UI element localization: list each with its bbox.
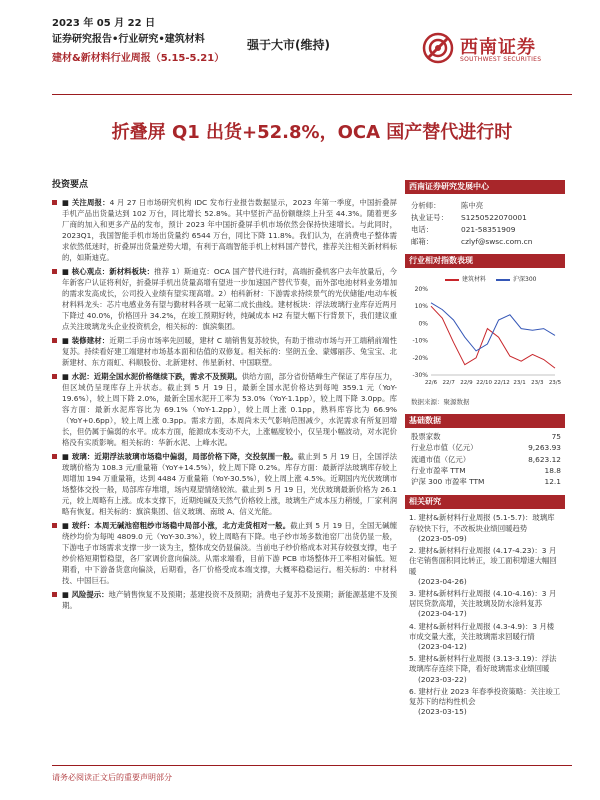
stat-label: 流通市值（亿元） <box>411 454 471 464</box>
legend-item <box>496 274 536 283</box>
series-line <box>431 303 555 351</box>
paragraph-lead: ■ 水泥：近期全国水泥价格继续下跌，需求不及预期。 <box>62 372 242 381</box>
related-report-item[interactable] <box>409 622 561 653</box>
paragraph-text: 截止到 5 月 19 日，全国浮法玻璃价格为 108.3 元/重量箱（YoY+14.5%），较上周下降 0.2%。库存方面：最新浮法玻璃库存较上周增加 194 万重量箱，达到 4484 万重量箱（YoY-30.5%），较上周上涨 4.5%。近期国内光伏玻璃市场整体交投一般，局部库存堆增，场内观望情绪较浓。截止到 5 月 19 日，光伏玻璃最新价格为 26.1 元，较上周略有上涨。成本支撑下，近期纯碱及天然气价格较上涨，玻璃生产成本压力稍缓，厂家利润略有恢复。相关标的：旗滨集团、信义玻璃、南玻 A、信义光能。 <box>62 452 397 516</box>
bullet-square-icon <box>52 338 57 343</box>
y-tick-label: 0% <box>418 320 428 328</box>
stat-label: 行业市盈率 TTM <box>411 465 466 475</box>
bullet-square-icon <box>52 592 57 597</box>
related-report-item[interactable] <box>409 687 561 718</box>
x-tick-label: 22/7 <box>442 380 455 386</box>
related-report-item[interactable] <box>409 654 561 685</box>
y-tick-label: -30% <box>412 372 428 379</box>
sidebar <box>405 180 565 719</box>
report-item-date: (2023-03-22) <box>418 674 467 684</box>
analyst-label: 邮箱： <box>411 237 434 246</box>
report-item-title[interactable]: 4. 建材&新材料行业周报 (4.3-4.9)：3 月楼市成交量大涨，关注玻璃需求回暖行情 <box>409 621 555 641</box>
logo-emblem-icon <box>422 32 454 64</box>
paragraph-text: 4 月 27 日市场研究机构 IDC 发布行业报告数据显示，2023 年第一季度，中国折叠屏手机产品出货量达到 102 万台，同比增长 52.8%。其中竖折产品份额继续上升至 44.3%。随着更多厂商的加入和更多产品的发布，预计 2023 年中国折叠屏手机市场依然会保持快速增长。与此同时，2023Q1，我国智能手机市场出货量约 6544 万台，同比下降 11.8%。我们认为，在消费电子整体需求依然低迷时，折叠屏出货量逆势大增，有利于高端智能手机上材料国产替代，推荐关注相关新材料标的，如斯迪克。 <box>62 198 398 262</box>
paragraph-lead: ■ 玻纤：本周无碱池窑粗纱市场稳中局部小涨，北方走货相对一般。 <box>62 521 291 530</box>
analyst-value: czlyf@swsc.com.cn <box>461 237 533 246</box>
relative-index-chart <box>405 283 565 393</box>
related-report-item[interactable] <box>409 546 561 587</box>
paragraph-lead: ■ 风险提示： <box>62 590 109 599</box>
chart-section <box>405 254 565 406</box>
analyst-value: S1250522070001 <box>461 213 527 222</box>
analyst-info <box>405 194 565 248</box>
paragraph-lead: ■ 核心观点：新材料板块： <box>62 267 155 276</box>
x-tick-label: 22/12 <box>493 380 510 386</box>
stat-label: 沪深 300 市盈率 TTM <box>411 477 485 487</box>
analyst-label: 电话： <box>411 225 434 234</box>
key-point-paragraph <box>52 451 397 517</box>
report-item-title[interactable]: 1. 建材&新材料行业周报 (5.1-5.7)：玻璃库存较快下行，不改板块业绩回暖趋势 <box>409 513 555 533</box>
key-point-paragraph <box>52 335 397 368</box>
related-reports-list <box>405 509 565 717</box>
stat-row <box>411 454 561 465</box>
y-tick-label: -10% <box>412 337 428 345</box>
rating: 强于大市(维持) <box>247 38 330 52</box>
analyst-row <box>411 200 561 212</box>
x-tick-label: 23/3 <box>531 380 544 386</box>
key-point-paragraph <box>52 371 397 448</box>
sidebar-header-team: 西南证券研究发展中心 <box>405 180 565 194</box>
y-tick-label: 10% <box>414 303 428 311</box>
bullet-square-icon <box>52 200 57 205</box>
report-item-title[interactable]: 3. 建材&新材料行业周报 (4.10-4.16)：3 月居民贷款高增，关注玻璃及防水涂料复苏 <box>409 588 557 609</box>
bullet-square-icon <box>52 523 57 528</box>
main-column <box>52 180 397 614</box>
x-tick-label: 22/6 <box>424 380 438 386</box>
y-tick-label: -20% <box>412 354 428 362</box>
analyst-row <box>411 212 561 224</box>
stat-row <box>411 442 561 453</box>
stat-value: 9,263.93 <box>528 443 561 453</box>
report-series: 建材&新材料行业周报（5.15-5.21） <box>52 53 225 64</box>
report-item-title[interactable]: 6. 建材行业 2023 年春季投资策略：关注竣工复苏下的结构性机会 <box>409 686 561 706</box>
paragraph-lead: ■ 关注周报： <box>62 198 110 207</box>
paragraph-text: 近期二手房市场率先回暖，建材 C 端销售复苏较快，有助于推动市场与开工端稍前端性复苏。持续看好建工端建材市场基本面和估值的双修复。相关标的：坚朗五金、蒙娜丽莎、兔宝宝、北新建材、东方雨虹、科顺股份、北新建材、伟星新材、中国联塑。 <box>62 336 397 367</box>
key-point-paragraph <box>52 197 397 263</box>
report-date: 2023 年 05 月 22 日 <box>52 18 156 29</box>
stat-value: 12.1 <box>544 477 561 487</box>
header-divider <box>52 94 572 95</box>
sidebar-header-reports: 相关研究 <box>405 495 565 509</box>
report-item-date: (2023-04-17) <box>418 609 467 619</box>
x-tick-label: 22/10 <box>476 380 493 386</box>
related-report-item[interactable] <box>409 513 561 544</box>
footer-disclaimer: 请务必阅读正文后的重要声明部分 <box>52 765 572 783</box>
paragraph-text: 推荐 1）斯迪克：OCA 国产替代进行时，高端折叠机客户去年放量后，今年新客户认证将利好，折叠屏手机出货量高增有望进一步加速国产替代节奏，而外部电池材料业务增加的需求发高成长，公司投入业绩有望实现高增。2）柏科新材：下游需求持续景气的光伏储能/电动车板材料料龙头：芯片电感业务有望与勤材料各项一起第二成长曲线。建材板块：浮法玻璃行业库存近两月下降过 40.0%，价格回升 34.2%，在竣工预期好转，纯碱成本 H2 有望大幅下行背景下，我们建议重点关注玻璃龙头企业投资机会，相关标的：旗滨集团。 <box>62 267 398 331</box>
analyst-row <box>411 236 561 248</box>
logo-name-cn: 西南证券 <box>460 37 536 58</box>
paragraph-text: 地产销售恢复不及预期；基建投资不及预期；消费电子复苏不及预期；新能源基建不及预期。 <box>62 590 397 610</box>
x-tick-label: 23/5 <box>548 380 562 386</box>
legend-item <box>445 274 486 283</box>
company-logo <box>422 32 572 72</box>
report-title: 折叠屏 Q1 出货+52.8%，OCA 国产替代进行时 <box>111 122 513 143</box>
paragraph-text: 截止到 5 月 19 日，全国无碱缠绕纱均价为每吨 4809.0 元（YoY-30.3%），较上周略有下降。电子纱市场多数池窑厂出货仍显一般，下游电子市场需求支撑一步一谈为主，整体成交仍显偏淡。当前电子纱价格成本对其存较强支撑，电子纱价格短期暂稳望，各厂家调价意向偏淡。从需求端看，目前下游 PCB 市场整体开工率相对偏低。短期看，中下游备货意向偏淡，后期看，各厂价格受成本端支撑，大概率稳稳运行。相关标的：中材科技、中国巨石。 <box>62 521 397 585</box>
stat-value: 18.8 <box>544 465 561 475</box>
paragraph-lead: ■ 装修建材： <box>62 336 110 345</box>
sidebar-header-stats: 基础数据 <box>405 414 565 428</box>
stat-value: 8,623.12 <box>528 454 561 464</box>
legend-label: 沪深300 <box>513 276 537 283</box>
report-item-title[interactable]: 5. 建材&新材料行业周报 (3.13-3.19)：浮法玻璃库存连续下降，看好玻璃需求业绩回暖 <box>409 654 557 674</box>
analyst-label: 执业证号： <box>411 213 448 222</box>
stat-row <box>411 465 561 476</box>
stat-label: 股票家数 <box>411 432 441 441</box>
stat-label: 行业总市值（亿元） <box>411 443 478 453</box>
analyst-row <box>411 224 561 236</box>
x-tick-label: 22/9 <box>460 380 473 386</box>
y-tick-label: 20% <box>414 286 428 293</box>
stat-value: 75 <box>551 432 561 441</box>
section-heading-key-points: 投资要点 <box>52 180 89 190</box>
paragraph-text: 供给方面，部分省份错峰生产保证了库存压力，但区域仍呈现库存上升状态。截止到 5 月 19 日，最新全国水泥价格达到每吨 359.1 元（YoY-19.6%），较上周下降 2.0%，最新全国水泥开工率为 53.0%（YoY-1.1pp），较上周下降 3.0pp。库容方面：最新水泥库容比为 69.1%（YoY-1.2pp），较上周上涨 0.1pp，熟料库容比为 66.9%（YoY+0.6pp），较上周上涨 0.3pp。需求方面，本周尚未天气影响范围减少，水泥需求有所复回增长，但仍属于偏弱的水平。成本方面，能源成本变动不大，上涨幅度较小，仅呈现小幅波动，对水泥价格没有实质影响。相关标的：华新水泥、上峰水泥。 <box>62 372 397 447</box>
report-item-date: (2023-03-15) <box>418 707 467 717</box>
chart-source: 数据来源：聚源数据 <box>411 398 470 406</box>
key-point-paragraph <box>52 589 397 611</box>
key-point-paragraph <box>52 266 397 332</box>
analyst-label: 分析师： <box>411 201 441 210</box>
legend-swatch <box>496 279 510 281</box>
report-item-date: (2023-04-12) <box>418 641 467 651</box>
bullet-square-icon <box>52 374 57 379</box>
paragraph-lead: ■ 玻璃：近期浮法玻璃市场稳中偏弱，局部价格下降，交投氛围一般。 <box>62 452 298 461</box>
legend-swatch <box>445 279 459 281</box>
analyst-value: 021-58351909 <box>461 225 516 234</box>
related-report-item[interactable] <box>409 589 561 620</box>
basic-data-table <box>405 428 565 487</box>
report-item-date: (2023-04-26) <box>418 576 467 586</box>
logo-name-en: SOUTHWEST SECURITIES <box>460 56 542 63</box>
key-point-paragraph <box>52 520 397 586</box>
bullet-square-icon <box>52 269 57 274</box>
legend-label: 建筑材料 <box>462 276 487 283</box>
report-header <box>52 14 572 94</box>
stat-row <box>411 431 561 442</box>
sidebar-header-chart: 行业相对指数表现 <box>405 254 565 268</box>
bullet-square-icon <box>52 454 57 459</box>
series-line <box>431 306 555 368</box>
report-type: 证券研究报告•行业研究•建筑材料 <box>52 34 205 45</box>
stat-row <box>411 476 561 487</box>
x-tick-label: 23/1 <box>513 380 526 386</box>
report-item-title[interactable]: 2. 建材&新材料行业周报 (4.17-4.23)：3 月住宅销售面积同比转正，竣工面积增速大幅回暖 <box>409 546 557 576</box>
analyst-value: 陈中亮 <box>461 201 484 210</box>
chart-legend <box>445 274 565 283</box>
report-item-date: (2023-05-09) <box>418 533 467 543</box>
